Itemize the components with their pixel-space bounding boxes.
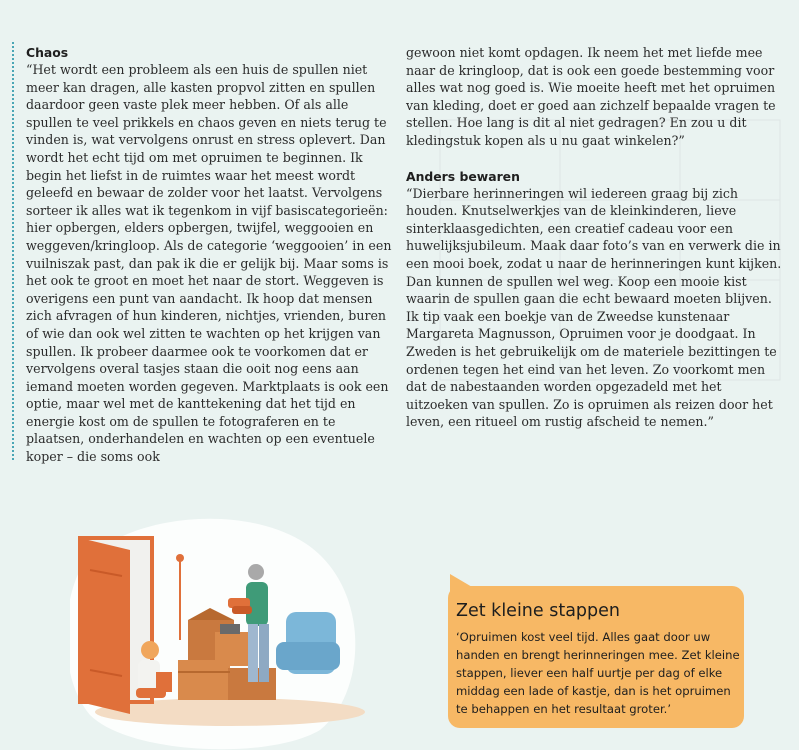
left-column xyxy=(26,44,396,466)
body-text: “Het wordt een probleem als een huis de spullen niet meer kan dragen, alle kasten propvol zitten en spullen daardoor geen vaste plek meer hebben. Of als alle spullen te veel prikkels en chaos geven en niets terug te vinden is, wat vervolgens onrust en stress oplevert. Dan wordt het echt tijd om met opruimen te beginnen. Ik begin het liefst in de ruimtes waar het meest wordt geleefd en bewaar de zolder voor het laatst. Vervolgens sorteer ik alles wat ik tegenkom in vijf basiscategorieën: hier opbergen, elders opbergen, twijfel, weggooien en weggeven/kringloop. Als de categorie ‘weggooien’ in een vuilniszak past, dan pak ik die er gelijk bij. Maar soms is het ook te groot en moet het naar de stort. Weggeven is overigens een punt van aandacht. Ik hoop dat mensen zich afvragen of hun kinderen, nichtjes, vrienden, buren of wie dan ook wel zitten te wachten op het krijgen van spullen. Ik probeer daarmee ook te voorkomen dat er vervolgens overal tasjes staan die ooit nog eens aan iemand moeten worden gegeven. Marktplaats is ook een optie, maar wel met de kanttekening dat het tijd en energie kost om de spullen te fotograferen en te plaatsen, onderhandelen en wachten op een eventuele koper – die soms ook xyxy=(26,62,392,465)
right-column xyxy=(406,44,786,431)
people-packing-boxes-illustration xyxy=(70,500,370,750)
column-rule xyxy=(12,42,14,460)
body-text: “Dierbare herinneringen wil iedereen graag bij zich houden. Knutselwerkjes van de kleinkinderen, lieve sinterklaasgedichten, een creatief cadeau voor een huwelijksjubileum. Maak daar foto’s van en verwerk die in een mooi boek, zodat u naar de herinneringen kunt kijken. Dan kunnen de spullen wel weg. Koop een mooie kist waarin de spullen gaan die echt bewaard moeten blijven. Ik tip vaak een boekje van de Zweedse kunstenaar Margareta Magnusson, Opruimen voor je doodgaat. In Zweden is het gebruikelijk om de materiele bezittingen te ordenen tegen het eind van het leven. Zo voorkomt men dat de nabestaanden worden opgezadeld met het uitzoeken van spullen. Zo is opruimen als reizen door het leven, een ritueel om rustig afscheid te nemen.” xyxy=(406,185,782,430)
section-heading-anders-bewaren: Anders bewaren xyxy=(406,168,520,184)
body-text-continuation: gewoon niet komt opdagen. Ik neem het met liefde mee naar de kringloop, dat is ook een goede bestemming voor alles wat nog goed is. Wie moeite heeft met het opruimen van kleding, doet er goed aan zichzelf bepaalde vragen te stellen. Hoe lang is dit al niet gedragen? En zou u dit kledingstuk kopen als u nu gaat winkelen?” xyxy=(406,45,776,148)
tip-title: Zet kleine stappen xyxy=(456,601,621,621)
tip-body: ‘Opruimen kost veel tijd. Alles gaat door uw handen en brengt herinneringen mee. Zet kleine stappen, liever een half uurtje per dag of elke middag een lade of kastje, dan is het opruimen te behappen en het resultaat groter.’ xyxy=(456,630,740,716)
section-heading-chaos: Chaos xyxy=(26,45,69,60)
